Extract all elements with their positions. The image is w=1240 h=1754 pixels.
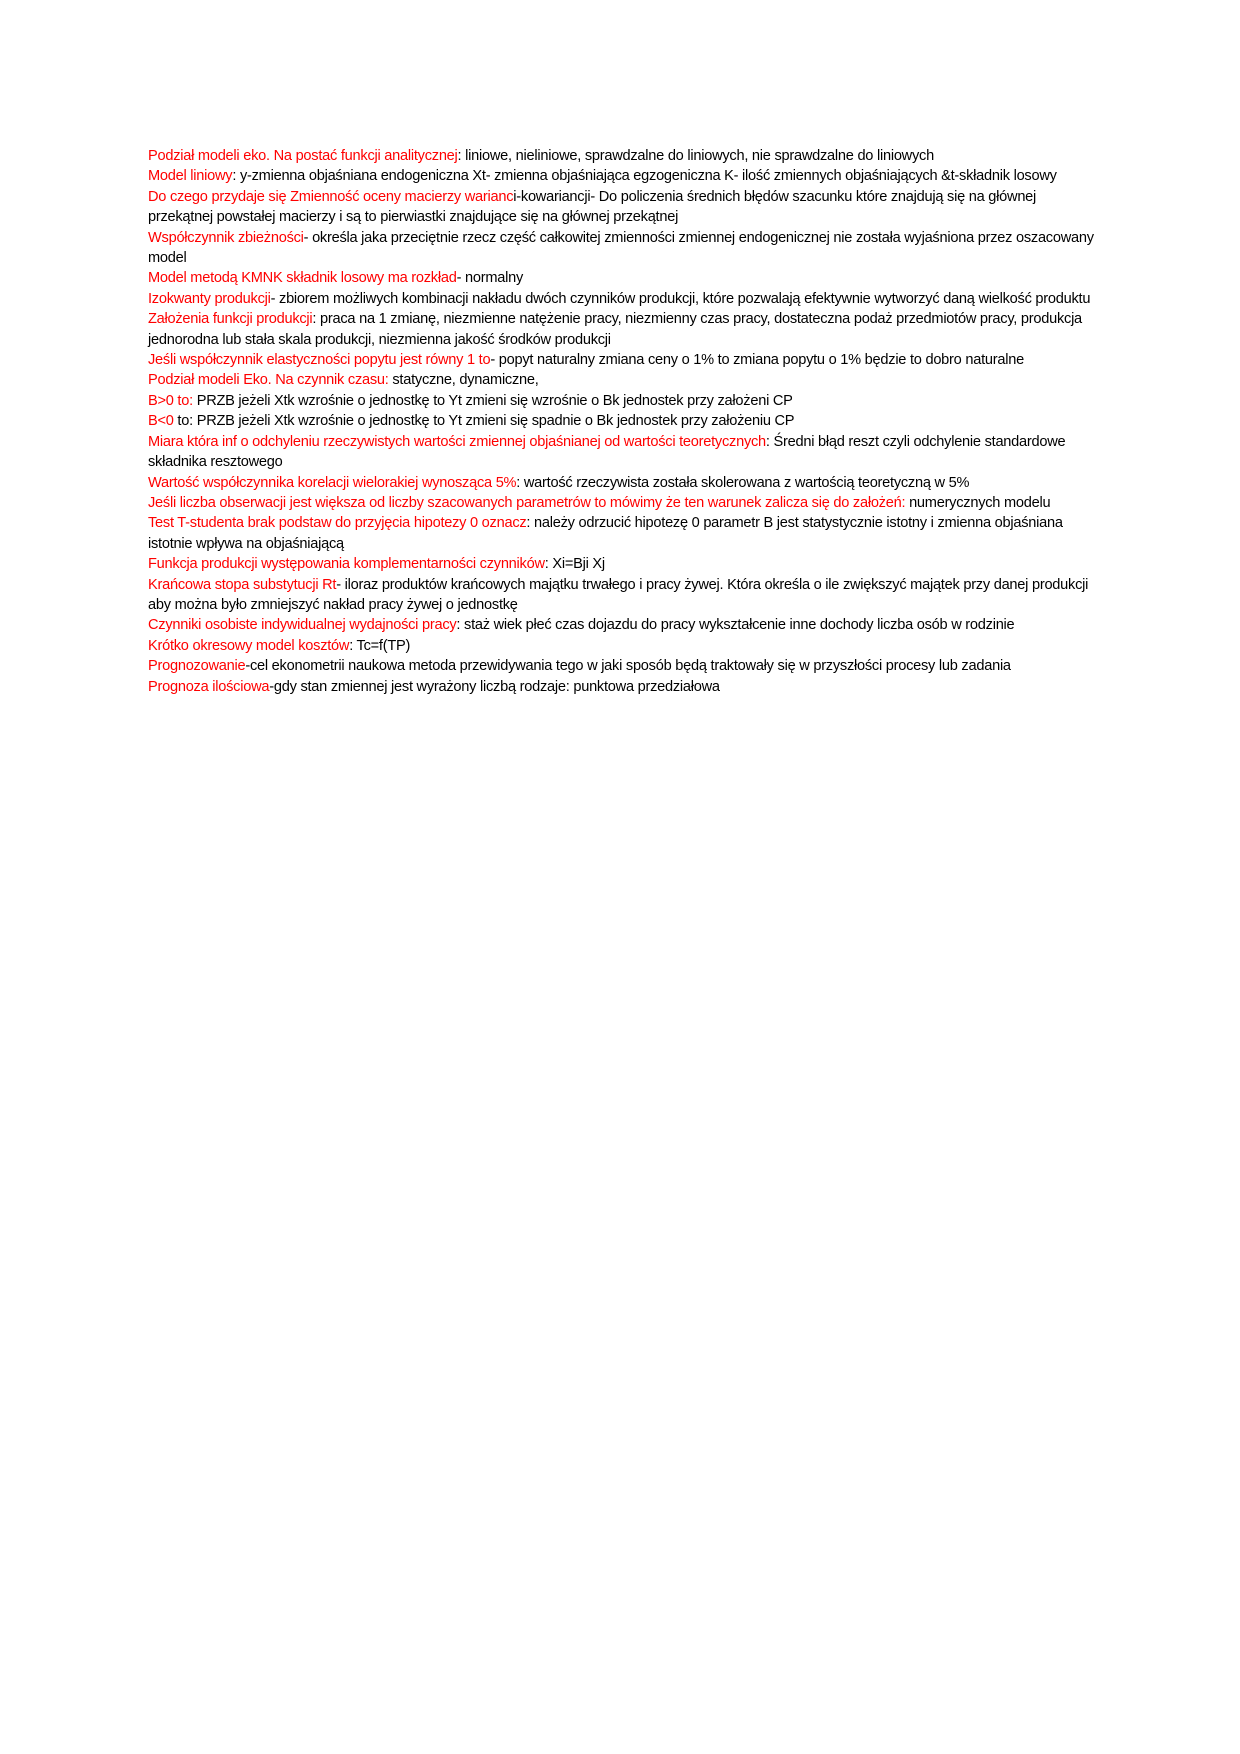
entry-term: Model liniowy bbox=[148, 168, 233, 185]
entry-definition: : liniowe, nieliniowe, sprawdzalne do liniowych, nie sprawdzalne do liniowych bbox=[457, 148, 934, 164]
entry-definition: : Xi=Bji Xj bbox=[544, 556, 605, 573]
entry-definition: : Tc=f(TP) bbox=[349, 637, 411, 654]
entry-definition: -cel ekonometrii naukowa metoda przewidywania tego w jaki sposób będą traktowały się w przyszłości procesy lub zadania bbox=[245, 658, 1011, 675]
entry-definition: : praca na 1 zmianę, niezmienne natężenie pracy, niezmienny czas pracy, dostateczna podaż przedmiotów pracy, produkcja jednorodna lub stała skala produkcji, niezmienna jakość środków produkcji bbox=[148, 311, 1082, 348]
entry-term: Jeśli liczba obserwacji jest większa od liczby szacowanych parametrów to mówimy że ten warunek zalicza się do założeń: bbox=[148, 494, 906, 511]
entry-term: Miara która inf o odchyleniu rzeczywistych wartości zmiennej objaśnianej od wartości teoretycznych bbox=[148, 433, 766, 450]
entry-term: B>0 to: bbox=[148, 392, 193, 409]
entry-definition: : y-zmienna objaśniana endogeniczna Xt- zmienna objaśniająca egzogeniczna K- ilość zmiennych objaśniających &t-składnik losowy bbox=[232, 168, 1057, 185]
entry-definition: : wartość rzeczywista została skolerowana z wartością teoretyczną w 5% bbox=[516, 474, 970, 491]
entry-15 bbox=[148, 513, 1100, 554]
entry-3 bbox=[148, 187, 1100, 228]
entry-5 bbox=[148, 268, 1100, 288]
document-page bbox=[148, 146, 1100, 697]
entry-term: Izokwanty produkcji bbox=[148, 290, 271, 307]
entry-term: Podział modeli eko. Na postać funkcji analitycznej bbox=[148, 148, 458, 164]
entry-definition: - zbiorem możliwych kombinacji nakładu dwóch czynników produkcji, które pozwalają efektywnie wytworzyć daną wielkość produktu bbox=[270, 290, 1091, 307]
entry-definition: statyczne, dynamiczne, bbox=[388, 372, 539, 389]
entry-term: Współczynnik zbieżności bbox=[148, 229, 304, 246]
entry-definition: : należy odrzucić hipotezę 0 parametr B jest statystycznie istotny i zmienna objaśniana istotnie wpływa na objaśniającą bbox=[148, 515, 1063, 552]
entry-term: Krańcowa stopa substytucji Rt bbox=[148, 576, 337, 593]
entry-14 bbox=[148, 493, 1100, 513]
entry-16 bbox=[148, 554, 1100, 574]
entry-21 bbox=[148, 677, 1100, 697]
entry-term: Podział modeli Eko. Na czynnik czasu: bbox=[148, 372, 389, 389]
entry-definition: : Średni błąd reszt czyli odchylenie standardowe składnika resztowego bbox=[148, 433, 1066, 471]
entry-20 bbox=[148, 656, 1100, 676]
entry-1 bbox=[148, 146, 1100, 166]
entry-term: B<0 bbox=[148, 413, 174, 430]
entry-13 bbox=[148, 473, 1100, 493]
entry-definition: : staż wiek płeć czas dojazdu do pracy wykształcenie inne dochody liczba osób w rodzinie bbox=[456, 617, 1015, 634]
entry-term: Test T-studenta brak podstaw do przyjęcia hipotezy 0 oznacz bbox=[148, 515, 527, 532]
entry-term: Wartość współczynnika korelacji wielorakiej wynosząca 5% bbox=[148, 474, 517, 491]
entry-term: Czynniki osobiste indywidualnej wydajności pracy bbox=[148, 617, 457, 634]
entry-4 bbox=[148, 228, 1100, 269]
entry-18 bbox=[148, 615, 1100, 635]
entry-definition: numerycznych modelu bbox=[905, 494, 1051, 511]
entry-definition: - popyt naturalny zmiana ceny o 1% to zmiana popytu o 1% będzie to dobro naturalne bbox=[490, 352, 1024, 369]
entry-definition: to: PRZB jeżeli Xtk wzrośnie o jednostkę to Yt zmieni się spadnie o Bk jednostek przy założeniu CP bbox=[173, 413, 795, 430]
entry-8 bbox=[148, 350, 1100, 370]
entry-10 bbox=[148, 391, 1100, 411]
entry-term: Założenia funkcji produkcji bbox=[148, 311, 313, 328]
entry-7 bbox=[148, 309, 1100, 350]
entry-11 bbox=[148, 411, 1100, 431]
entry-definition: PRZB jeżeli Xtk wzrośnie o jednostkę to Yt zmieni się wzrośnie o Bk jednostek przy założeni CP bbox=[192, 392, 793, 409]
entry-term: Prognozowanie bbox=[148, 658, 246, 675]
entry-term: Funkcja produkcji występowania komplementarności czynników bbox=[148, 556, 545, 573]
entry-term: Krótko okresowy model kosztów bbox=[148, 637, 350, 654]
entry-12 bbox=[148, 432, 1100, 473]
entry-definition: - iloraz produktów krańcowych majątku trwałego i pracy żywej. Która określa o ile zwiększyć majątek przy danej produkcji aby można było zmniejszyć nakład pracy żywej o jednostkę bbox=[148, 576, 1089, 613]
entry-definition: - normalny bbox=[456, 270, 524, 287]
entry-6 bbox=[148, 289, 1100, 309]
entry-2 bbox=[148, 166, 1100, 186]
entry-term: Prognoza ilościowa bbox=[148, 678, 270, 695]
entry-17 bbox=[148, 575, 1100, 616]
entry-definition: i-kowariancji- Do policzenia średnich błędów szacunku które znajdują się na głównej przekątnej powstałej macierzy i są to pierwiastki znajdujące się na głównej przekątnej bbox=[148, 188, 1037, 226]
entry-19 bbox=[148, 636, 1100, 656]
entry-term: Model metodą KMNK składnik losowy ma rozkład bbox=[148, 270, 457, 287]
entry-term: Do czego przydaje się Zmienność oceny macierzy warianc bbox=[148, 188, 514, 205]
entry-9 bbox=[148, 370, 1100, 390]
entry-term: Jeśli współczynnik elastyczności popytu jest równy 1 to bbox=[148, 352, 491, 369]
entry-definition: -gdy stan zmiennej jest wyrażony liczbą rodzaje: punktowa przedziałowa bbox=[269, 678, 720, 695]
entry-definition: - określa jaka przeciętnie rzecz część całkowitej zmienności zmiennej endogenicznej nie została wyjaśniona przez oszacowany model bbox=[148, 229, 1094, 267]
